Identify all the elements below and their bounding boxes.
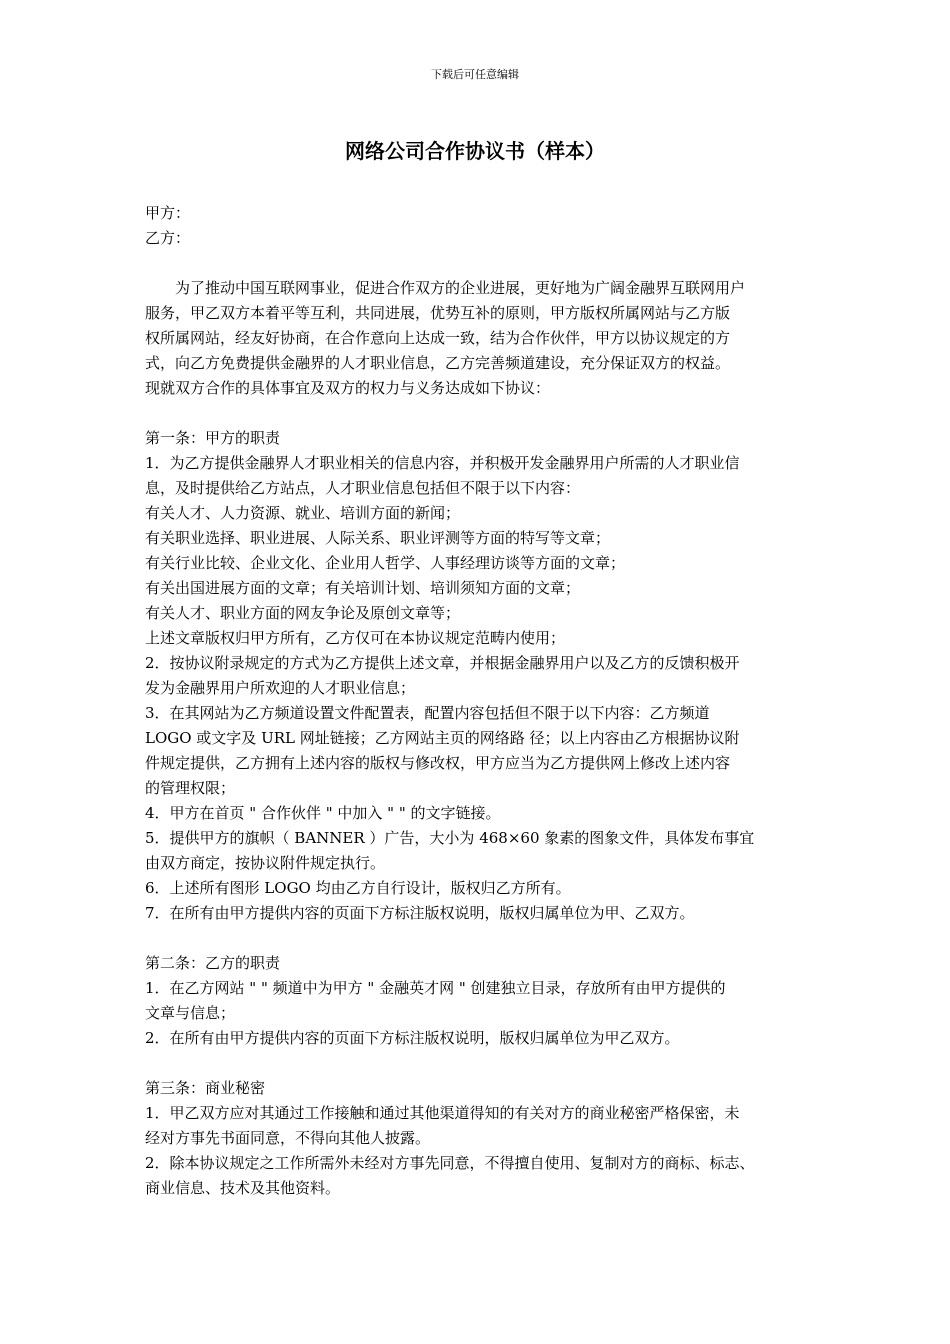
article-1-line: 由双方商定，按协议附件规定执行。 [145, 854, 386, 872]
article-1-line: 3．在其网站为乙方频道设置文件配置表，配置内容包括但不限于以下内容：乙方频道 [145, 704, 710, 722]
article-3-line: 商业信息、技术及其他资料。 [145, 1179, 341, 1197]
article-2-line: 文章与信息； [145, 1004, 236, 1022]
spacer [145, 1051, 817, 1076]
intro-paragraph [145, 276, 817, 401]
spacer [145, 251, 817, 276]
article-2-heading: 第二条：乙方的职责 [145, 954, 281, 972]
article-1-line: 7．在所有由甲方提供内容的页面下方标注版权说明，版权归属单位为甲、乙双方。 [145, 904, 695, 922]
article-2-line: 2．在所有由甲方提供内容的页面下方标注版权说明，版权归属单位为甲乙双方。 [145, 1029, 680, 1047]
article-1-line: 件规定提供，乙方拥有上述内容的版权与修改权，甲方应当为乙方提供网上修改上述内容 [145, 754, 731, 772]
article-1-line: 有关行业比较、企业文化、企业用人哲学、人事经理访谈等方面的文章； [145, 554, 626, 572]
intro-line: 现就双方合作的具体事宜及双方的权力与义务达成如下协议： [145, 379, 551, 397]
article-1-line: 发为金融界用户所欢迎的人才职业信息； [145, 679, 416, 697]
article-1-line: 1．为乙方提供金融界人才职业相关的信息内容，并积极开发金融界用户所需的人才职业信 [145, 454, 740, 472]
article-1-line: 有关出国进展方面的文章；有关培训计划、培训须知方面的文章； [145, 579, 581, 597]
header-note: 下载后可任意编辑 [431, 68, 519, 81]
article-2-section [145, 951, 817, 1051]
article-1-line: 2．按协议附录规定的方式为乙方提供上述文章，并根据金融界用户以及乙方的反馈积极开 [145, 654, 740, 672]
intro-line: 为了推动中国互联网事业，促进合作双方的企业进展，更好地为广阔金融界互联网用户 [175, 279, 746, 297]
article-1-line: 有关人才、职业方面的网友争论及原创文章等； [145, 604, 461, 622]
article-1-line: 上述文章版权归甲方所有，乙方仅可在本协议规定范畴内使用； [145, 629, 566, 647]
article-3-line: 经对方事先书面同意，不得向其他人披露。 [145, 1129, 431, 1147]
article-3-heading: 第三条：商业秘密 [145, 1079, 266, 1097]
article-1-line: 有关职业选择、职业进展、人际关系、职业评测等方面的特写等文章； [145, 529, 611, 547]
article-1-line: 4．甲方在首页 " 合作伙伴 " 中加入 " " 的文字链接。 [145, 804, 501, 822]
article-1-line: 的管理权限； [145, 779, 236, 797]
article-3-line: 2．除本协议规定之工作所需外未经对方事先同意，不得擅自使用、复制对方的商标、标志、 [145, 1154, 755, 1172]
intro-line: 式，向乙方免费提供金融界的人才职业信息，乙方完善频道建设，充分保证双方的权益。 [145, 354, 731, 372]
intro-line: 服务，甲乙双方本着平等互利，共同进展，优势互补的原则，甲方版权所属网站与乙方版 [145, 304, 731, 322]
article-1-line: 5．提供甲方的旗帜（ BANNER ）广告，大小为 468×60 象素的图象文件，具体发布事宜 [145, 829, 755, 847]
document-title: 网络公司合作协议书（样本） [345, 139, 605, 163]
article-2-line: 1．在乙方网站 " " 频道中为甲方 " 金融英才网 " 创建独立目录，存放所有由甲方提供的 [145, 979, 726, 997]
intro-line: 权所属网站，经友好协商，在合作意向上达成一致，结为合作伙伴，甲方以协议规定的方 [145, 329, 731, 347]
article-3-section [145, 1076, 817, 1201]
party-a-label: 甲方： [145, 204, 191, 222]
article-1-section [145, 426, 817, 926]
spacer [145, 401, 817, 426]
article-3-line: 1．甲乙双方应对其通过工作接触和通过其他渠道得知的有关对方的商业秘密严格保密，未 [145, 1104, 740, 1122]
article-1-line: LOGO 或文字及 URL 网址链接；乙方网站主页的网络路 径；以上内容由乙方根据协议附 [145, 729, 740, 747]
article-1-line: 6．上述所有图形 LOGO 均由乙方自行设计，版权归乙方所有。 [145, 879, 571, 897]
party-b-label: 乙方： [145, 229, 191, 247]
spacer [145, 926, 817, 951]
article-1-line: 有关人才、人力资源、就业、培训方面的新闻； [145, 504, 461, 522]
article-1-heading: 第一条：甲方的职责 [145, 429, 281, 447]
article-1-line: 息，及时提供给乙方站点，人才职业信息包括但不限于以下内容： [145, 479, 581, 497]
document-body [145, 201, 817, 1201]
